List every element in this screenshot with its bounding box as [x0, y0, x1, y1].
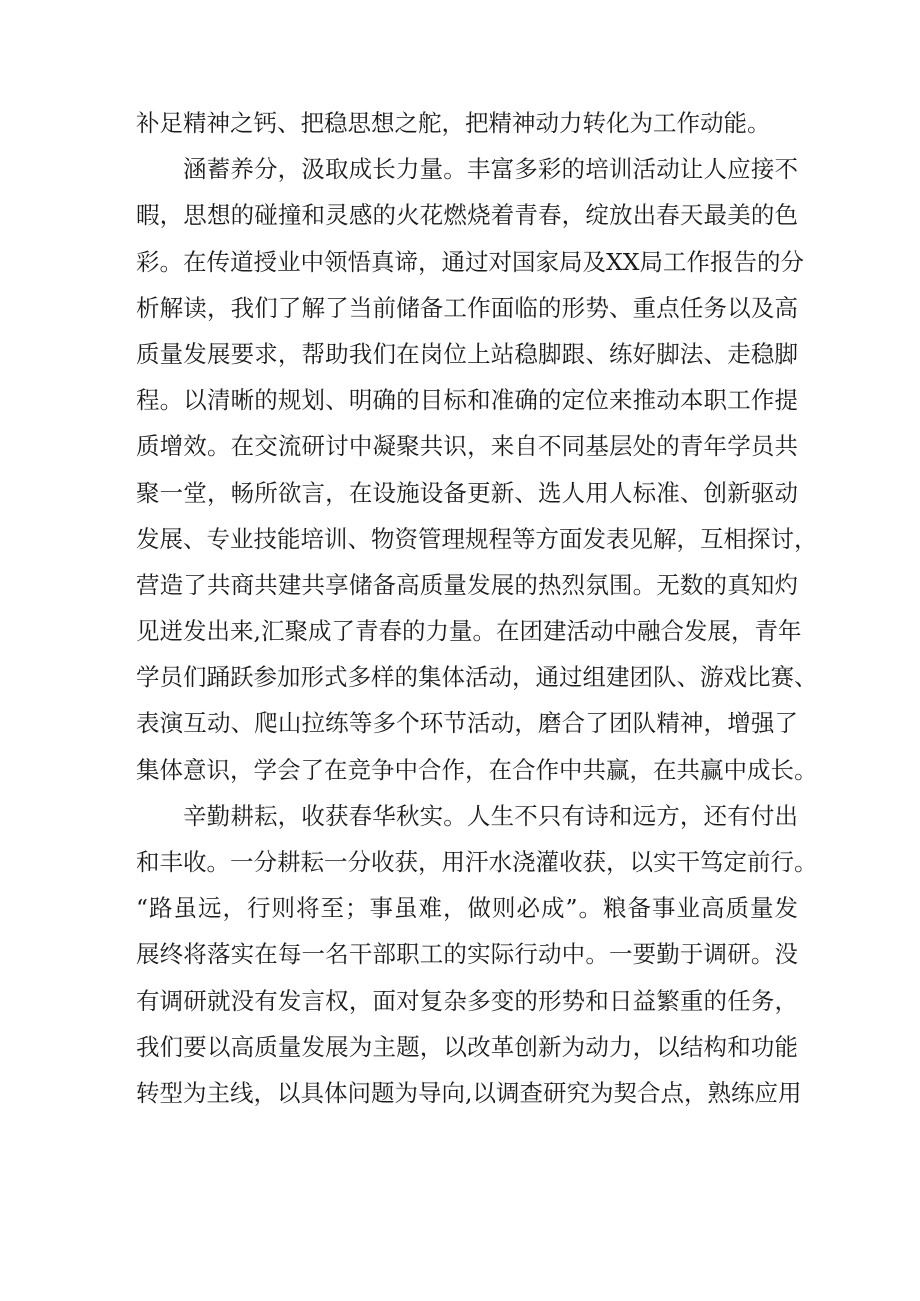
text-line: 彩。在传道授业中领悟真谛，通过对国家局及XX局工作报告的分 — [136, 247, 804, 276]
text-line: 有调研就没有发言权，面对复杂多变的形势和日益繁重的任务， — [136, 986, 798, 1015]
text-line: 学员们踊跃参加形式多样的集体活动，通过组建团队、游戏比赛、 — [136, 663, 818, 692]
text-line: 质量发展要求，帮助我们在岗位上站稳脚跟、练好脚法、走稳脚 — [136, 339, 798, 368]
text-line: 发展、专业技能培训、物资管理规程等方面发表见解，互相探讨， — [136, 524, 818, 553]
text-line: 见迸发出来,汇聚成了青春的力量。在团建活动中融合发展，青年 — [136, 617, 802, 646]
text-line: 和丰收。一分耕耘一分收获，用汗水浇灌收获，以实干笃定前行。 — [136, 848, 818, 876]
text-line: 聚一堂，畅所欲言，在设施设备更新、选人用人标准、创新驱动 — [136, 478, 798, 507]
text-line: 营造了共商共建共享储备高质量发展的热烈氛围。无数的真知灼 — [136, 570, 798, 599]
text-line: 补足精神之钙、把稳思想之舵，把精神动力转化为工作动能。 — [136, 109, 771, 137]
text-line: 辛勤耕耘，收获春华秋实。人生不只有诗和远方，还有付出 — [183, 801, 798, 830]
text-line: 程。以清晰的规划、明确的目标和准确的定位来推动本职工作提 — [136, 386, 798, 415]
text-line: 表演互动、爬山拉练等多个环节活动，磨合了团队精神，增强了 — [136, 709, 798, 738]
text-line: 我们要以高质量发展为主题，以改革创新为动力，以结构和功能 — [136, 1032, 798, 1061]
text-line: 展终将落实在每一名干部职工的实际行动中。一要勤于调研。没 — [136, 940, 798, 969]
body-text — [136, 100, 818, 1116]
text-line: 集体意识，学会了在竞争中合作，在合作中共赢，在共赢中成长。 — [136, 755, 818, 784]
text-line: 暇，思想的碰撞和灵感的火花燃烧着青春，绽放出春天最美的色 — [136, 201, 798, 230]
text-line: 质增效。在交流研讨中凝聚共识，来自不同基层处的青年学员共 — [136, 432, 798, 461]
text-line: 转型为主线，以具体问题为导向,以调查研究为契合点，熟练应用 — [136, 1078, 802, 1107]
text-line: “路虽远，行则将至；事虽难，做则必成”。粮备事业高质量发 — [136, 894, 798, 923]
text-line: 涵蓄养分，汲取成长力量。丰富多彩的培训活动让人应接不 — [183, 155, 798, 184]
text-line: 析解读，我们了解了当前储备工作面临的形势、重点任务以及高 — [136, 293, 798, 322]
